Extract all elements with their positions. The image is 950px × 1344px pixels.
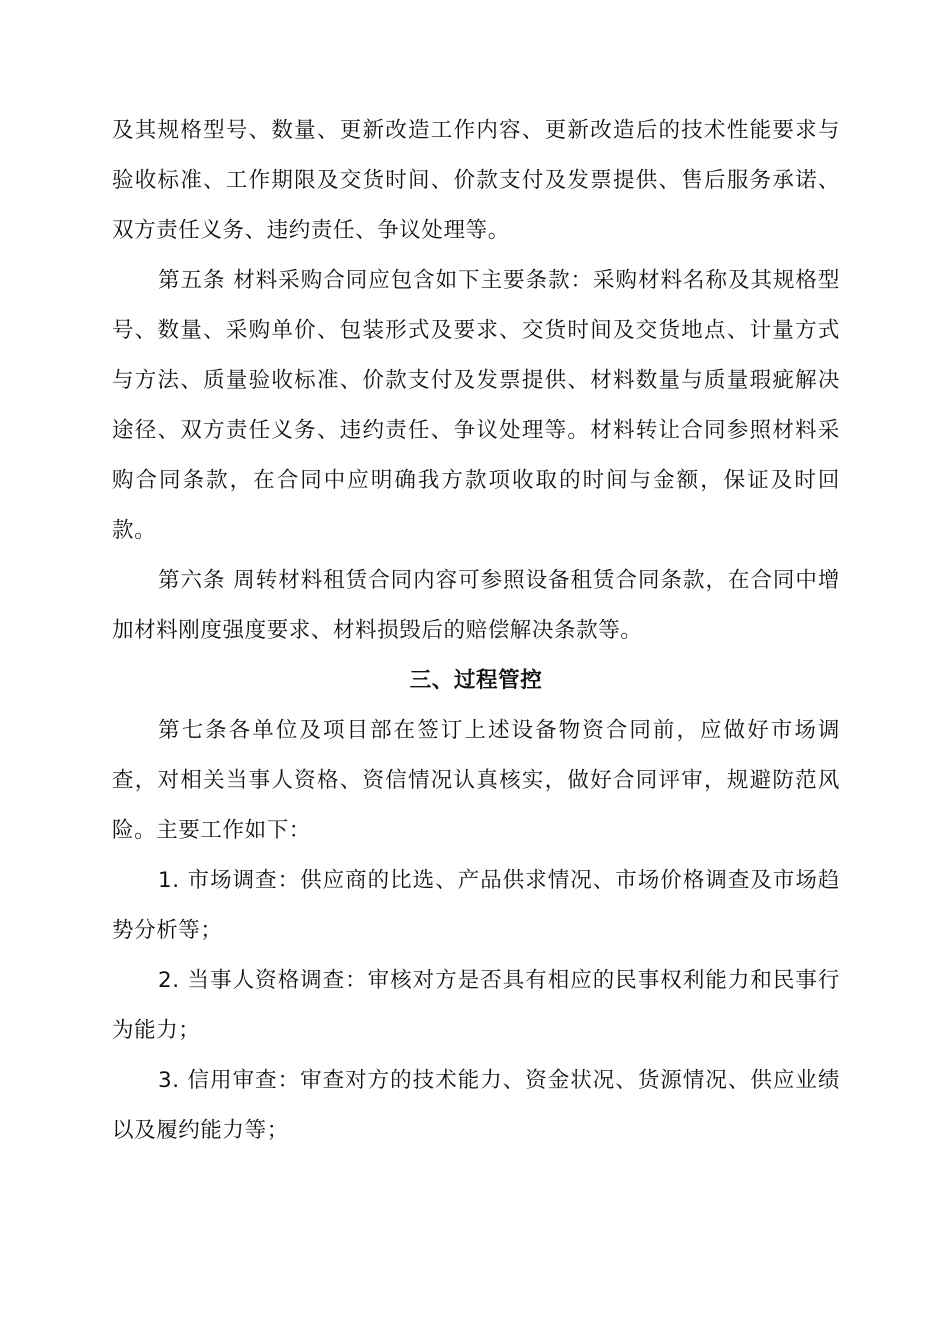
paragraph-article-6: 第六条 周转材料租赁合同内容可参照设备租赁合同条款，在合同中增加材料刚度强度要求、材料损毁后的赔偿解决条款等。 — [112, 568, 840, 643]
paragraph-article-5: 第五条 材料采购合同应包含如下主要条款：采购材料名称及其规格型号、数量、采购单价、包装形式及要求、交货时间及交货地点、计量方式与方法、质量验收标准、价款支付及发票提供、材料数量与质量瑕疵解决途径、双方责任义务、违约责任、争议处理等。材料转让合同参照材料采购合同条款，在合同中应明确我方款项收取的时间与金额，保证及时回款。 — [112, 268, 840, 543]
paragraph-continuation: 及其规格型号、数量、更新改造工作内容、更新改造后的技术性能要求与验收标准、工作期限及交货时间、价款支付及发票提供、售后服务承诺、双方责任义务、违约责任、争议处理等。 — [112, 118, 840, 243]
section-heading: 三、过程管控 — [409, 668, 543, 693]
list-item-market-survey: 1. 市场调查：供应商的比选、产品供求情况、市场价格调查及市场趋势分析等； — [112, 868, 840, 943]
list-item-credit-review: 3. 信用审查：审查对方的技术能力、资金状况、货源情况、供应业绩以及履约能力等； — [112, 1068, 840, 1143]
paragraph-article-7: 第七条各单位及项目部在签订上述设备物资合同前，应做好市场调查，对相关当事人资格、资信情况认真核实，做好合同评审，规避防范风险。主要工作如下： — [112, 718, 840, 843]
list-item-party-qualification: 2. 当事人资格调查：审核对方是否具有相应的民事权利能力和民事行为能力； — [112, 968, 840, 1043]
document-body — [112, 106, 840, 1156]
